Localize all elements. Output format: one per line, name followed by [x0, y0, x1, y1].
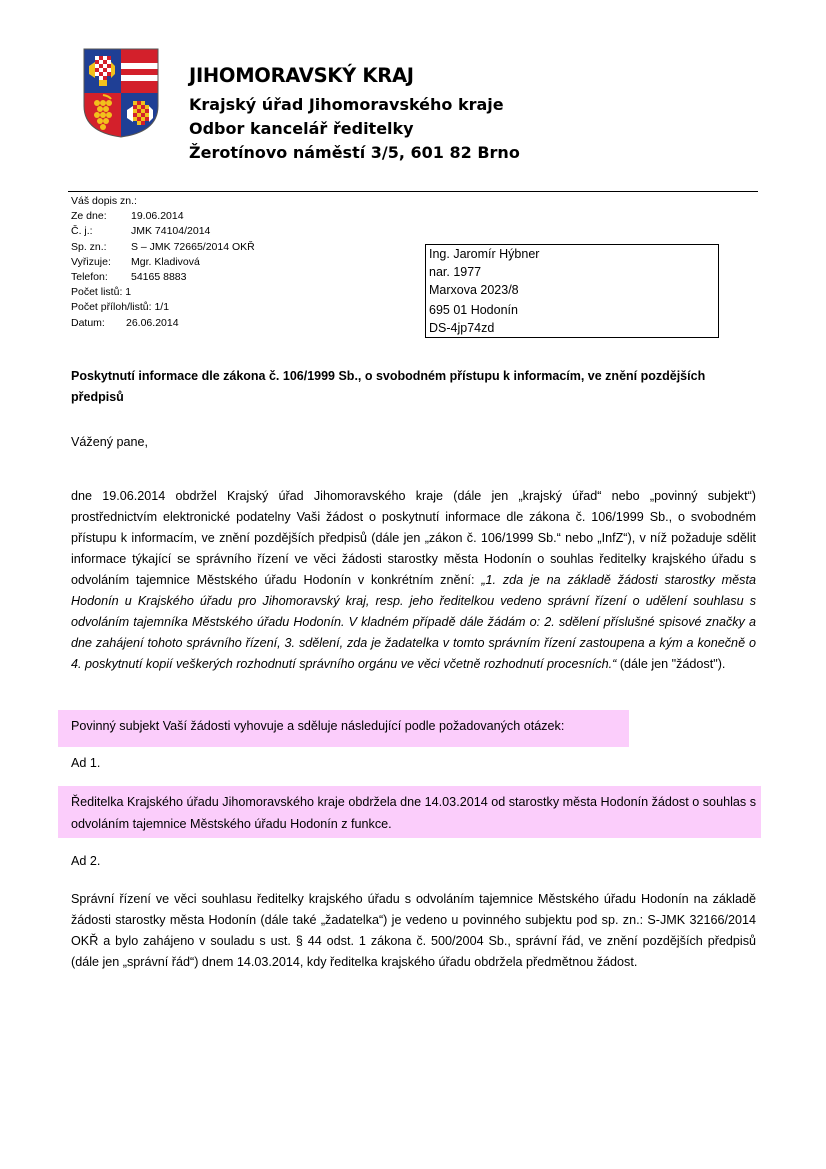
paragraph-request — [71, 486, 756, 675]
request-tail: (dále jen "žádost"). — [616, 657, 726, 671]
letter-subject: Poskytnutí informace dle zákona č. 106/1999 Sb., o svobodném přístupu k informacím, ve znění pozdějších předpisů — [71, 369, 706, 404]
highlight-answer-1 — [58, 786, 761, 838]
meta-file-number: Sp. zn.: S – JMK 72665/2014 OKŘ — [71, 241, 255, 253]
request-text: dne 19.06.2014 obdržel Krajský úřad Jihomoravského kraje (dále jen „krajský úřad“ nebo „povinný subjekt“) prostřednictvím elektronické podatelny Vaši žádost o poskytnutí informace dle zákona č. 106/1999 Sb., o svobodném přístupu k informacím, ve znění pozdějších předpisů (dále jen „zákon č. 106/1999 Sb.“ nebo „InfZ“), v níž požaduje sdělit informace týkající se správního řízení ve věci žádosti starostky města Hodonín o souhlas ředitelky krajského úřadu s odvoláním tajemnice Městského úřadu Hodonín v konkrétním znění: — [71, 489, 756, 587]
recipient-city: 695 01 Hodonín — [429, 303, 518, 317]
response-intro-text: Povinný subjekt Vaší žádosti vyhovuje a sděluje následující podle požadovaných otázek: — [71, 719, 565, 733]
meta-date-received: Ze dne: 19.06.2014 — [71, 210, 184, 222]
recipient-databox: DS-4jp74zd — [429, 321, 495, 335]
answer-1-heading: Ad 1. — [71, 756, 101, 770]
letter-greeting: Vážený pane, — [71, 435, 149, 449]
answer-2-heading: Ad 2. — [71, 854, 101, 868]
highlight-response-intro — [58, 710, 629, 747]
meta-date: Datum: 26.06.2014 — [71, 317, 179, 329]
answer-1-text: Ředitelka Krajského úřadu Jihomoravského kraje obdržela dne 14.03.2014 od starostky města Hodonín žádost o souhlas s odvoláním tajemnice Městského úřadu Hodonín z funkce. — [71, 795, 756, 831]
recipient-address-box — [425, 244, 719, 338]
coat-of-arms-icon — [83, 48, 159, 138]
answer-2-text: Správní řízení ve věci souhlasu ředitelky krajského úřadu s odvoláním tajemnice Městského úřadu Hodonín na základě žádosti starostky města Hodonín (dále také „žadatelka“) je vedeno u povinného subjektu pod sp. zn.: S-JMK 32166/2014 OKŘ a bylo zahájeno v souladu s ust. § 44 odst. 1 zákona č. 500/2004 Sb., správní řád, ve znění pozdějších předpisů (dále jen „správní řád“) dnem 14.03.2014, kdy ředitelka krajského úřadu obdržela předmětnou žádost. — [71, 892, 756, 969]
recipient-born: nar. 1977 — [429, 265, 482, 279]
office-name: Krajský úřad Jihomoravského kraje — [189, 95, 504, 114]
authority-title: JIHOMORAVSKÝ KRAJ — [189, 64, 414, 87]
header-divider — [68, 191, 758, 192]
request-quote: „1. zda je na základě žádosti starostky města Hodonín u Krajského úřadu pro Jihomoravský kraj, resp. jeho ředitelkou vedeno správní řízení o udělení souhlasu s odvoláním tajemníka Městského úřadu Hodonín. V kladném případě dále žádám o: 2. sdělení příslušné spisové značky a dne zahájení tohoto správního řízení, 3. sdělení, zda je žadatelka v tomto správním řízení zastoupena a kým a konečně o 4. poskytnutí kopií veškerých rozhodnutí správního orgánu ve věci včetně rozhodnutí procesních.“ — [71, 573, 756, 671]
meta-sheet-count: Počet listů: 1 — [71, 286, 132, 298]
meta-your-letter: Váš dopis zn.: — [71, 195, 137, 207]
meta-phone: Telefon: 54165 8883 — [71, 271, 187, 283]
meta-reference-number: Č. j.: JMK 74104/2014 — [71, 225, 211, 237]
department-name: Odbor kancelář ředitelky — [189, 119, 414, 138]
meta-handled-by: Vyřizuje: Mgr. Kladivová — [71, 256, 200, 268]
meta-attachments: Počet příloh/listů: 1/1 — [71, 301, 170, 313]
recipient-name: Ing. Jaromír Hýbner — [429, 247, 540, 261]
recipient-street: Marxova 2023/8 — [429, 283, 519, 297]
office-address: Žerotínovo náměstí 3/5, 601 82 Brno — [189, 143, 520, 162]
